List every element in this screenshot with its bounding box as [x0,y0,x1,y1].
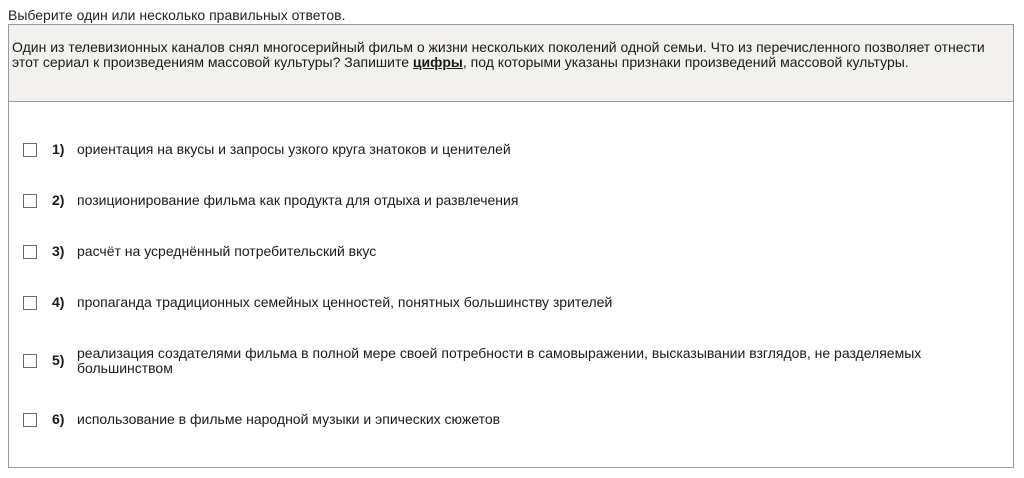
option-4-text: пропаганда традиционных семейных ценностей, понятных большинству зрителей [77,294,613,310]
option-3-checkbox[interactable] [23,245,37,259]
option-2-text: позиционирование фильма как продукта для отдыха и развлечения [77,192,519,208]
option-1-number: 1) [52,141,65,157]
option-6-number: 6) [52,411,65,427]
option-3[interactable] [9,244,1013,260]
option-4[interactable] [9,295,1013,311]
instruction-text: Выберите один или несколько правильных ответов. [8,7,346,23]
option-5[interactable] [9,346,1013,376]
option-4-checkbox[interactable] [23,296,37,310]
option-5-number: 5) [52,352,65,368]
task-box [8,24,1014,468]
option-5-text: реализация создателями фильма в полной мере своей потребности в самовыражении, высказывании взглядов, не разделяемых большинством [77,345,922,376]
question-text-after: , под которыми указаны признаки произведений массовой культуры. [462,54,909,70]
option-6-text: использование в фильме народной музыки и эпических сюжетов [77,411,501,427]
option-2[interactable] [9,193,1013,209]
option-2-checkbox[interactable] [23,194,37,208]
question-emphasis: цифры [412,54,463,70]
option-1[interactable] [9,142,1013,158]
option-6-checkbox[interactable] [23,413,37,427]
question-text-before: Один из телевизионных каналов снял многосерийный фильм о жизни нескольких поколений одной семьи. Что из перечисленного позволяет отнести этот сериал к произведениям массовой культуры? Запишите [12,39,985,70]
question-text [9,25,1013,102]
option-3-number: 3) [52,243,65,259]
option-2-number: 2) [52,192,65,208]
option-6[interactable] [9,412,1013,428]
option-3-text: расчёт на усреднённый потребительский вкус [77,243,377,259]
option-5-checkbox[interactable] [23,354,37,368]
option-4-number: 4) [52,294,65,310]
option-1-checkbox[interactable] [23,143,37,157]
option-1-text: ориентация на вкусы и запросы узкого круга знатоков и ценителей [77,141,511,157]
